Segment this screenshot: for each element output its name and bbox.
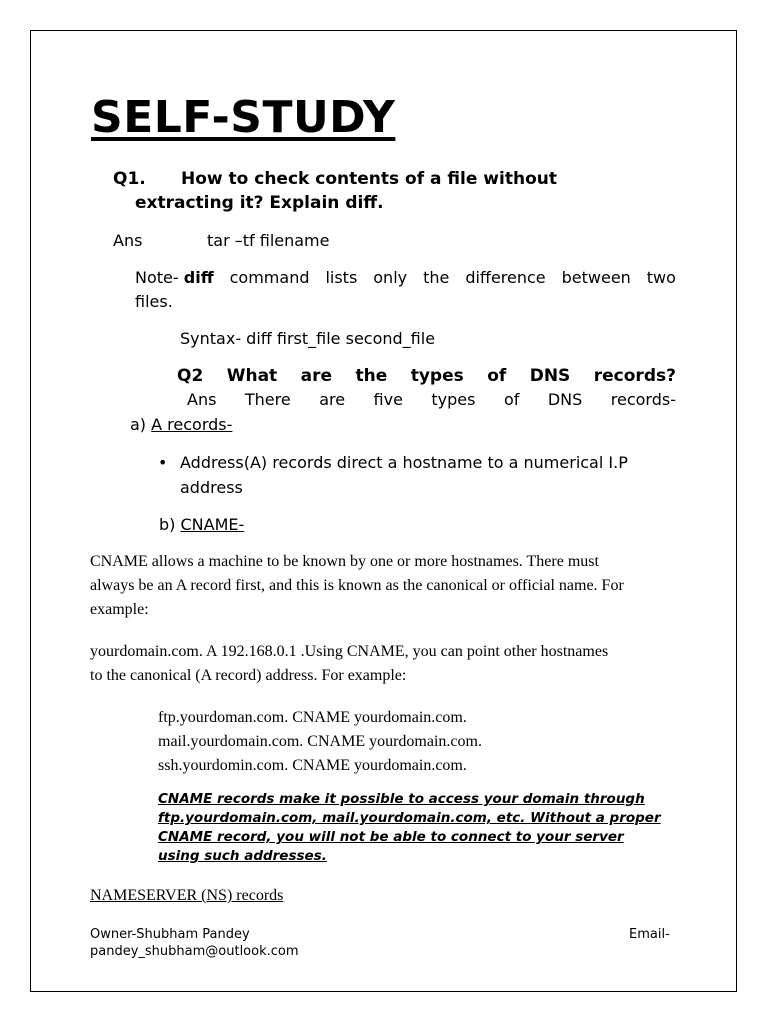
note-word: the [423, 268, 450, 287]
footer-email: pandey_shubham@outlook.com [90, 944, 299, 959]
yourdomain-para-line: to the canonical (A record) address. For example: [90, 667, 407, 684]
note-word: lists [325, 268, 358, 287]
q2-word: records? [593, 366, 676, 386]
q2-word: Q2 [177, 366, 204, 386]
b-cname-heading [159, 515, 244, 534]
cname-para-line: always be an A record first, and this is known as the canonical or official name. For [90, 577, 624, 594]
note-line2: files. [135, 292, 173, 311]
bullet-line2: address [180, 478, 243, 497]
note-word: only [373, 268, 408, 287]
q2-word: of [487, 366, 507, 386]
q2-line [177, 366, 676, 386]
note-diff: diff [183, 268, 214, 287]
q2-word: are [300, 366, 333, 386]
cname-note-line: ftp.yourdomain.com, mail.yourdomain.com, etc. Without a proper [158, 810, 661, 826]
q2-word: the [355, 366, 388, 386]
ans2-word: of [503, 390, 520, 409]
bullet-dot: • [158, 453, 168, 472]
ans1-text: tar –tf filename [207, 231, 330, 250]
ans2-word: records- [610, 390, 676, 409]
q1-line1: How to check contents of a file without [181, 169, 557, 189]
example-line: mail.yourdomain.com. CNAME yourdomain.com. [158, 733, 482, 750]
ans2-word: Ans [187, 390, 217, 409]
a-records-label: a) [130, 415, 147, 434]
ans2-word: are [319, 390, 346, 409]
ans2-word: There [244, 390, 291, 409]
a-records-text: A records- [151, 415, 233, 434]
b-cname-label: b) [159, 515, 176, 534]
a-records-heading [130, 415, 232, 434]
footer-owner: Owner-Shubham Pandey [90, 927, 250, 942]
ans2-line [187, 390, 676, 409]
cname-note-line: CNAME record, you will not be able to connect to your server [158, 829, 624, 845]
bullet-line1: Address(A) records direct a hostname to a numerical I.P [180, 453, 628, 472]
q1-line2: extracting it? Explain diff. [135, 193, 384, 213]
q2-word: types [410, 366, 464, 386]
cname-note-line: CNAME records make it possible to access your domain through [158, 791, 645, 807]
footer-email-label: Email- [629, 927, 670, 942]
q2-word: DNS [529, 366, 571, 386]
note-line1 [135, 268, 676, 287]
ans2-word: DNS [547, 390, 583, 409]
ans1-label: Ans [113, 231, 143, 250]
b-cname-text: CNAME- [180, 515, 245, 534]
example-line: ftp.yourdoman.com. CNAME yourdomain.com. [158, 709, 467, 726]
note-word: difference [465, 268, 546, 287]
syntax-line: Syntax- diff first_file second_file [180, 329, 436, 348]
note-word: command [229, 268, 310, 287]
q1-number: Q1. [113, 169, 146, 189]
q2-word: What [226, 366, 278, 386]
cname-note-line: using such addresses. [158, 848, 327, 864]
page-title: SELF-STUDY [91, 92, 396, 143]
cname-para-line: CNAME allows a machine to be known by one or more hostnames. There must [90, 553, 599, 570]
note-word: two [646, 268, 676, 287]
note-word: between [561, 268, 631, 287]
ns-records-heading: NAMESERVER (NS) records [90, 887, 284, 904]
example-line: ssh.yourdomin.com. CNAME yourdomain.com. [158, 757, 467, 774]
cname-para-line: example: [90, 601, 149, 618]
note-prefix: Note- [135, 268, 179, 287]
ans2-word: five [373, 390, 403, 409]
yourdomain-para-line: yourdomain.com. A 192.168.0.1 .Using CNAME, you can point other hostnames [90, 643, 609, 660]
ans2-word: types [431, 390, 476, 409]
